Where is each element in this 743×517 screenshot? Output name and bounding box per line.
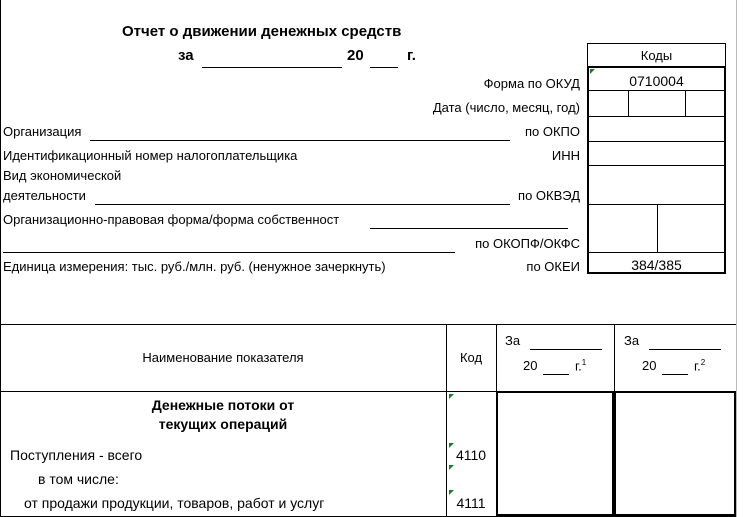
okopf-label: по ОКОПФ/ОКФС (475, 236, 580, 251)
period-suffix: г. (407, 47, 416, 64)
period2-year-line[interactable] (662, 374, 688, 375)
col-code-header: Код (459, 350, 483, 365)
codes-divider (587, 165, 726, 166)
period1-year-line[interactable] (543, 374, 569, 375)
date-cell-divider (628, 90, 629, 116)
period1-prefix: За (505, 333, 521, 348)
inn-text-label: Идентификационный номер налогоплательщика (3, 148, 298, 163)
period-year-line[interactable] (370, 67, 398, 68)
codes-header: Коды (640, 48, 673, 63)
cell-marker-icon (449, 394, 454, 399)
okopf-cell-divider (657, 204, 658, 252)
period1-year: 20 (523, 358, 538, 373)
page-left-border (0, 0, 1, 517)
page-right-border (736, 0, 737, 517)
footnote-2: 2 (700, 358, 706, 367)
cell-marker-icon (449, 443, 454, 448)
period2-line[interactable] (649, 349, 721, 350)
legal-form-line2[interactable] (3, 252, 455, 253)
period-day-line[interactable] (202, 67, 342, 68)
date-label: Дата (число, месяц, год) (432, 100, 580, 115)
period-prefix: за (178, 47, 194, 64)
page-title: Отчет о движении денежных средств (122, 23, 402, 40)
section-heading-line1: Денежные потоки от (151, 397, 295, 413)
period1-line[interactable] (530, 349, 602, 350)
codes-divider (587, 90, 726, 91)
col-name-header: Наименование показателя (142, 350, 304, 365)
table-row-code: 4110 (455, 447, 487, 463)
period2-suffix: г.$^2$ (694, 358, 706, 374)
table-row-name: Поступления - всего (10, 447, 143, 463)
cell-marker-icon (449, 490, 454, 495)
table-top-border (0, 324, 736, 325)
period1-suffix: г.$^1$ (575, 358, 587, 374)
date-cell-divider (685, 90, 686, 116)
legal-form-line[interactable] (370, 228, 568, 229)
org-label: Организация (3, 124, 82, 139)
codes-divider (587, 252, 726, 253)
value-cells-period1[interactable] (496, 391, 614, 516)
table-row-code: 4111 (456, 495, 486, 511)
okei-label: по ОКЕИ (526, 259, 580, 274)
legal-form-label: Организационно-правовая форма/форма собственност (3, 212, 340, 227)
activity-label-line2: деятельности (3, 188, 86, 203)
activity-label-line1: Вид экономической (3, 168, 122, 183)
section-heading-line2: текущих операций (158, 416, 288, 432)
okpo-label: по ОКПО (524, 124, 580, 139)
cell-marker-icon (449, 465, 454, 470)
table-row-name: в том числе: (38, 471, 119, 487)
period2-prefix: За (624, 333, 640, 348)
footnote-1: 1 (581, 358, 587, 367)
okei-value[interactable]: 384/385 (631, 257, 682, 273)
codes-divider (587, 141, 726, 142)
period-year: 20 (347, 47, 364, 64)
unit-label: Единица измерения: тыс. руб./млн. руб. (ненужное зачеркнуть) (3, 259, 386, 274)
codes-divider (587, 116, 726, 117)
inn-label: ИНН (551, 148, 580, 163)
period2-year: 20 (642, 358, 657, 373)
org-line[interactable] (90, 140, 510, 141)
okud-label: Форма по ОКУД (483, 76, 580, 91)
table-row-name: от продажи продукции, товаров, работ и услуг (24, 495, 325, 511)
okved-label: по ОКВЭД (518, 188, 580, 203)
okud-value[interactable]: 0710004 (629, 73, 684, 89)
activity-line[interactable] (95, 204, 510, 205)
value-cells-period2[interactable] (614, 391, 736, 516)
